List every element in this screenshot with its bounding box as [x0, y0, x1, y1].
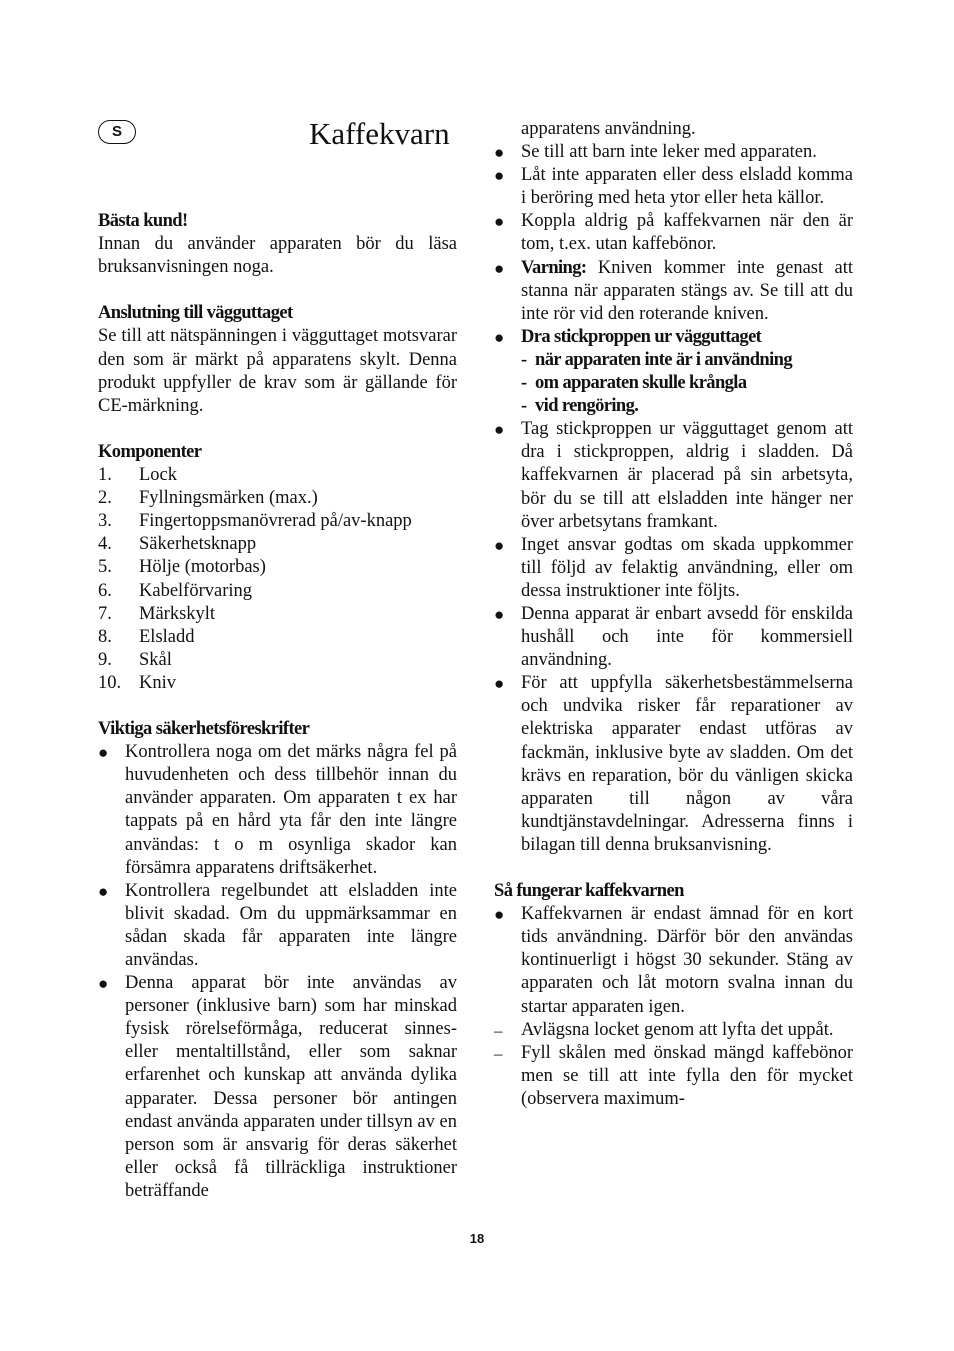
bullet-icon: ● — [98, 743, 109, 763]
unplug-heading: Dra stickproppen ur vägguttaget — [521, 326, 762, 347]
component-label: Märkskylt — [139, 603, 216, 624]
howto-step-text: Fyll skålen med önskad mängd kaffebönor men se till att inte fylla den för mycket (observera maximum- — [521, 1042, 853, 1109]
component-item — [98, 533, 457, 556]
component-label: Skål — [139, 649, 172, 670]
safety-item-text: Denna apparat är enbart avsedd för enskilda hushåll och inte för kommersiell användning. — [521, 603, 853, 671]
component-item — [98, 580, 457, 603]
safety-item — [494, 164, 853, 210]
page-title: Kaffekvarn — [309, 116, 450, 151]
continued-item — [494, 118, 853, 141]
component-item — [98, 556, 457, 579]
howto-item — [494, 903, 853, 1018]
safety-item — [494, 210, 853, 256]
safety-heading: Viktiga säkerhetsföreskrifter — [98, 719, 310, 740]
component-item — [98, 487, 457, 510]
component-item — [98, 626, 457, 649]
howto-step — [494, 1042, 853, 1111]
page-number: 18 — [469, 1231, 485, 1246]
component-label: Fyllningsmärken (max.) — [139, 488, 318, 509]
greeting-heading: Bästa kund! — [98, 211, 188, 231]
bullet-icon: ● — [98, 974, 109, 994]
component-item — [98, 649, 457, 672]
component-label: Lock — [139, 465, 178, 486]
warning-item — [494, 257, 853, 326]
safety-item — [98, 972, 457, 1203]
safety-item-text: Tag stickproppen ur vägguttaget genom att dra i stickproppen, aldrig i sladden. Då kaffekvarnen är placerad på sin arbetsyta, bör du se till att elsladden inte hänger ner över arbetsytans framkant. — [521, 419, 853, 532]
bullet-icon: ● — [494, 420, 505, 440]
howto-step — [494, 1019, 853, 1042]
safety-item-text: Låt inte apparaten eller dess elsladd komma i beröring med heta ytor eller heta källor. — [521, 165, 853, 209]
component-number: 3. — [98, 511, 112, 532]
bullet-icon: ● — [494, 212, 505, 232]
safety-item-text: Kontrollera noga om det märks några fel på huvudenheten och dess tillbehör innan du använder apparaten. Om apparaten t ex har tappats på en hård yta får den inte längre användas: t o m osynliga skador kan försämra apparatens driftsäkerhet. — [125, 742, 457, 878]
unplug-case-text: om apparaten skulle krångla — [535, 373, 747, 394]
component-label: Kabelförvaring — [139, 580, 253, 601]
dash-icon: - — [521, 349, 527, 370]
howto-step-text: Avlägsna locket genom att lyfta det uppåt. — [521, 1019, 834, 1040]
component-item — [98, 510, 457, 533]
bullet-icon: ● — [494, 604, 505, 624]
component-item — [98, 672, 457, 695]
warning-label: Varning: — [521, 257, 587, 278]
bullet-icon: ● — [98, 881, 109, 901]
howto-heading: Så fungerar kaffekvarnen — [494, 881, 684, 902]
safety-item-text: Denna apparat bör inte användas av personer (inklusive barn) som har minskad fysisk rörelseförmåga, reducerat sinnes- eller mentaltillstånd, eller som saknar erfarenhet och kunskap att använda dylika apparater. Dessa personer bör antingen endast använda apparaten under tillsyn av en person som är ansvarig för deras säkerhet eller också få tillräckliga instruktioner beträffande — [125, 973, 457, 1201]
component-item — [98, 603, 457, 626]
component-number: 6. — [98, 580, 112, 601]
safety-item — [494, 534, 853, 603]
bullet-icon: ● — [494, 258, 505, 278]
safety-item — [98, 880, 457, 972]
bullet-icon: ● — [494, 327, 505, 347]
right-column — [494, 118, 853, 1111]
unplug-case-text: när apparaten inte är i användning — [535, 349, 792, 370]
unplug-case — [494, 395, 853, 418]
greeting-text: Innan du använder apparaten bör du läsa bruksanvisningen noga. — [98, 234, 457, 278]
safety-item-text: Kontrollera regelbundet att elsladden inte blivit skadad. Om du uppmärksammar en sådan skada får apparaten inte längre användas. — [125, 880, 457, 970]
unplug-case-text: vid rengöring. — [535, 396, 639, 417]
component-number: 10. — [98, 672, 122, 693]
connection-heading: Anslutning till vägguttaget — [98, 303, 293, 324]
safety-item — [494, 141, 853, 164]
safety-item-text: Se till att barn inte leker med apparaten. — [521, 142, 817, 163]
component-item — [98, 464, 457, 487]
unplug-item — [494, 326, 853, 349]
left-column — [98, 118, 457, 1203]
connection-text: Se till att nätspänningen i vägguttaget motsvarar den som är märkt på apparatens skylt. Denna produkt uppfyller de krav som är gällande för CE-märkning. — [98, 326, 457, 416]
safety-item — [494, 603, 853, 672]
safety-item — [494, 418, 853, 533]
safety-item-text: Inget ansvar godtas om skada uppkommer till följd av felaktig användning, eller om dessa instruktioner inte följts. — [521, 534, 853, 601]
continued-text: apparatens användning. — [521, 119, 696, 139]
component-label: Elsladd — [139, 626, 195, 647]
safety-item — [494, 672, 853, 857]
component-number: 9. — [98, 649, 112, 670]
component-number: 1. — [98, 465, 112, 486]
component-number: 2. — [98, 488, 112, 509]
component-number: 4. — [98, 534, 112, 555]
safety-item — [98, 741, 457, 880]
dash-icon: - — [521, 396, 527, 417]
bullet-icon: ● — [494, 905, 505, 925]
howto-item-text: Kaffekvarnen är endast ämnad för en kort tids användning. Därför bör den användas kontinuerligt i högst 30 sekunder. Stäng av apparaten och låt motorn svalna innan du startar apparaten igen. — [521, 904, 853, 1017]
dash-icon: – — [494, 1043, 503, 1063]
bullet-icon: ● — [494, 166, 505, 186]
language-badge: S — [98, 120, 136, 144]
component-number: 5. — [98, 557, 112, 578]
component-number: 7. — [98, 603, 112, 624]
unplug-case — [494, 349, 853, 372]
dash-icon: - — [521, 373, 527, 394]
safety-item-text: Koppla aldrig på kaffekvarnen när den är tom, t.ex. utan kaffebönor. — [521, 211, 853, 255]
bullet-icon: ● — [494, 535, 505, 555]
bullet-icon: ● — [494, 674, 505, 694]
component-label: Fingertoppsmanövrerad på/av-knapp — [139, 511, 412, 532]
components-list — [98, 464, 457, 695]
dash-icon: – — [494, 1020, 503, 1040]
component-number: 8. — [98, 626, 112, 647]
component-label: Kniv — [139, 672, 176, 693]
safety-item-text: För att uppfylla säkerhetsbestämmelserna och undvika risker får reparationer av elektriska apparater endast utföras av fackmän, inklusive byte av sladden. Om det krävs en reparation, bör du vänligen skicka apparaten till någon av våra kundtjänstavdelningar. Adresserna finns i bilagan till denna bruksanvisning. — [521, 673, 853, 855]
components-heading: Komponenter — [98, 441, 202, 462]
component-label: Säkerhetsknapp — [139, 534, 257, 555]
bullet-icon: ● — [494, 143, 505, 163]
component-label: Hölje (motorbas) — [139, 557, 266, 578]
warning-text: Kniven kommer inte genast att stanna när apparaten stängs av. Se till att du inte rör vid den roterande kniven. — [521, 257, 853, 324]
unplug-case — [494, 372, 853, 395]
